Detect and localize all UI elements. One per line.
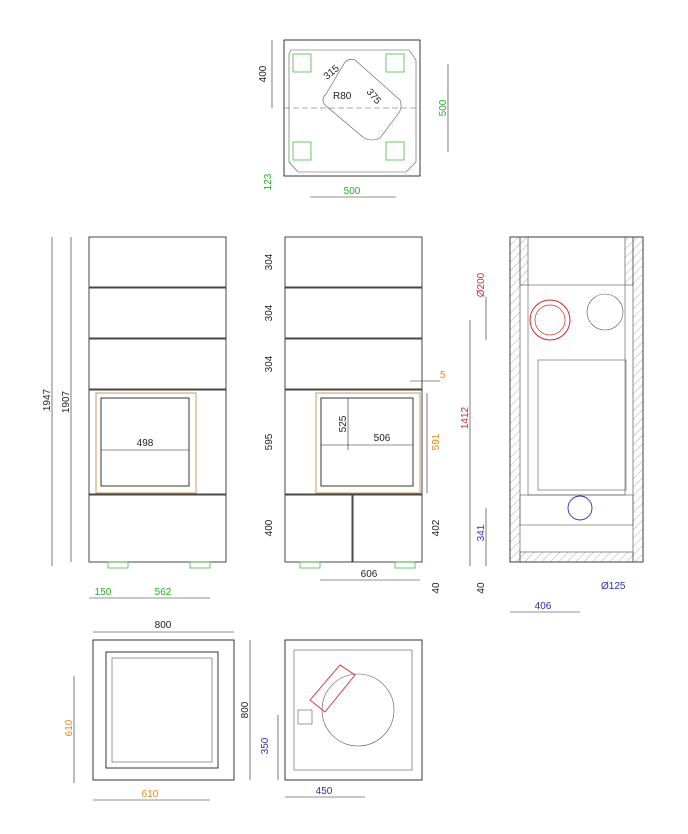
section-left-wall bbox=[510, 237, 520, 562]
front-1947-label: 1947 bbox=[42, 388, 53, 412]
flue-inner-circle bbox=[535, 305, 565, 335]
foot-icon bbox=[386, 54, 404, 72]
front-562-label: 562 bbox=[154, 587, 172, 598]
top-500-bottom-label: 500 bbox=[343, 186, 361, 197]
front-panel-3 bbox=[89, 339, 226, 389]
side-5-label: 5 bbox=[440, 370, 446, 381]
section-top-right-block bbox=[625, 237, 633, 285]
foot-icon bbox=[190, 562, 210, 568]
side-base-panel-right bbox=[353, 495, 422, 562]
section-1412-label: 1412 bbox=[460, 406, 471, 430]
foot-icon bbox=[108, 562, 128, 568]
section-341-label: 341 bbox=[476, 524, 487, 542]
top-375-label: 375 bbox=[363, 86, 383, 107]
foot-icon bbox=[386, 142, 404, 160]
plan-800-right-label: 800 bbox=[240, 701, 251, 719]
top-315-label: 315 bbox=[321, 63, 342, 83]
foot-icon bbox=[395, 562, 415, 568]
side-304-a-label: 304 bbox=[264, 253, 275, 271]
front-1907-label: 1907 bbox=[61, 390, 72, 414]
foot-icon bbox=[300, 562, 320, 568]
section-view bbox=[460, 237, 643, 612]
top-400-label: 400 bbox=[258, 65, 269, 83]
top-view-inner bbox=[289, 50, 416, 172]
top-500-right-label: 500 bbox=[438, 99, 449, 117]
side-door-frame bbox=[285, 390, 422, 494]
base-450-label: 450 bbox=[315, 786, 333, 797]
side-606-label: 606 bbox=[360, 569, 378, 580]
side-40-label: 40 bbox=[431, 582, 442, 594]
side-400-label: 400 bbox=[264, 519, 275, 537]
base-flue-outline bbox=[310, 665, 355, 712]
section-firebox bbox=[528, 285, 625, 495]
side-591-label: 591 bbox=[431, 433, 442, 451]
section-right-wall bbox=[633, 237, 643, 562]
section-40-label: 40 bbox=[476, 582, 487, 594]
plan-view bbox=[64, 620, 251, 800]
front-base-panel bbox=[89, 495, 226, 562]
side-402-label: 402 bbox=[431, 519, 442, 537]
front-view bbox=[42, 237, 226, 598]
side-304-b-label: 304 bbox=[264, 304, 275, 322]
plan-outer bbox=[93, 640, 234, 780]
plan-800-top-label: 800 bbox=[154, 620, 172, 631]
section-lower-chamber bbox=[520, 495, 633, 525]
fan-circle bbox=[587, 294, 623, 330]
foot-icon bbox=[293, 54, 311, 72]
side-595-label: 595 bbox=[264, 433, 275, 451]
front-panel-2 bbox=[89, 288, 226, 338]
side-panel-1 bbox=[285, 237, 422, 287]
foot-icon bbox=[293, 142, 311, 160]
front-150-label: 150 bbox=[94, 587, 112, 598]
plan-inner-top bbox=[112, 658, 212, 762]
side-panel-2 bbox=[285, 288, 422, 338]
side-506-label: 506 bbox=[373, 433, 391, 444]
flue-200-circle bbox=[530, 300, 570, 340]
section-firebox-body bbox=[538, 360, 626, 490]
base-connector bbox=[298, 710, 312, 724]
front-498-label: 498 bbox=[136, 438, 154, 449]
base-view bbox=[260, 640, 422, 797]
side-view bbox=[264, 237, 446, 594]
top-view-feet bbox=[293, 54, 404, 160]
plan-610-left-label: 610 bbox=[64, 719, 75, 737]
top-123-label: 123 bbox=[263, 173, 274, 191]
side-304-c-label: 304 bbox=[264, 355, 275, 373]
section-base bbox=[520, 552, 633, 562]
section-406-label: 406 bbox=[534, 601, 552, 612]
side-panel-3 bbox=[285, 339, 422, 389]
base-firebox-circle bbox=[322, 674, 394, 746]
top-view bbox=[258, 40, 449, 197]
section-200-label: Ø200 bbox=[476, 272, 487, 298]
front-panel-1 bbox=[89, 237, 226, 287]
side-base-panel-left bbox=[285, 495, 352, 562]
front-door-frame bbox=[89, 390, 226, 494]
air-inlet-125-circle bbox=[568, 496, 592, 520]
side-525-label: 525 bbox=[338, 415, 349, 433]
top-r80-label: R80 bbox=[333, 91, 352, 102]
section-outer bbox=[510, 237, 643, 562]
plan-inner bbox=[106, 652, 218, 768]
base-350-label: 350 bbox=[260, 737, 271, 755]
section-125-label: Ø125 bbox=[601, 581, 626, 592]
section-top-left-block bbox=[520, 237, 528, 285]
plan-610-bottom-label: 610 bbox=[141, 789, 159, 800]
